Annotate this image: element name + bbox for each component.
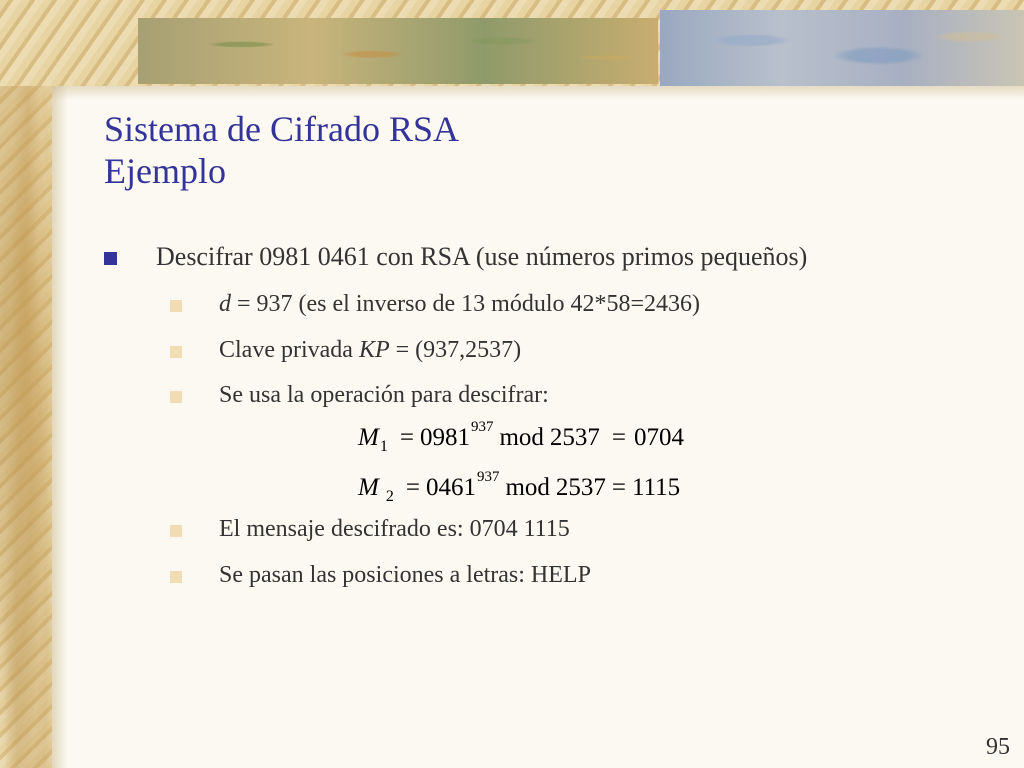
sub-bullet-text: El mensaje descifrado es: 0704 1115: [219, 516, 570, 542]
clave-prefix: Clave privada: [219, 337, 359, 363]
eq2-base: 0461: [425, 474, 476, 501]
square-bullet-icon: [170, 391, 182, 403]
eq2-result: 1115: [632, 474, 681, 501]
equation-m2: [358, 469, 681, 505]
eq2-exponent: 937: [476, 469, 500, 485]
eq1-var: M: [358, 424, 379, 451]
left-texture-decoration: [0, 0, 52, 768]
top-leaves-decoration: [138, 18, 658, 84]
eq2-equals-2: =: [611, 474, 626, 501]
top-shade-decoration: [52, 86, 1024, 100]
eq1-equals-2: =: [611, 424, 626, 451]
eq1-mod: mod: [499, 424, 544, 451]
slide-title: [104, 108, 459, 192]
sub-bullet-text: [219, 291, 700, 318]
top-blue-decoration: [660, 10, 1024, 86]
sub-bullet-text: Se pasan las posiciones a letras: HELP: [219, 562, 591, 588]
eq1-base: 0981: [419, 424, 470, 451]
kp-variable: KP: [358, 337, 390, 363]
equation-m1: [358, 419, 684, 455]
eq1-result: 0704: [634, 424, 684, 451]
square-bullet-icon: [170, 346, 182, 358]
eq1-modulus: 2537: [549, 424, 600, 451]
square-bullet-icon: [170, 571, 182, 583]
eq1-equals: =: [399, 424, 414, 451]
sub-bullet-text: Se usa la operación para descifrar:: [219, 382, 549, 408]
eq2-equals: =: [405, 474, 420, 501]
eq2-modulus: 2537: [555, 474, 606, 501]
d-variable: d: [219, 291, 231, 317]
eq2-sub: 2: [385, 488, 394, 505]
page-number: 95: [986, 734, 1010, 760]
square-bullet-icon: [170, 300, 182, 312]
left-shade-decoration: [52, 0, 68, 768]
eq1-exponent: 937: [470, 419, 494, 435]
title-line-2: Ejemplo: [104, 151, 226, 191]
eq2-var: M: [358, 474, 379, 501]
square-bullet-icon: [170, 525, 182, 537]
sub-bullet-text: [219, 337, 521, 364]
square-bullet-icon: [104, 252, 117, 265]
clave-value: = (937,2537): [389, 337, 522, 363]
eq1-sub: 1: [379, 438, 388, 455]
eq2-mod: mod: [505, 474, 550, 501]
title-line-1: Sistema de Cifrado RSA: [104, 109, 459, 149]
main-bullet-text: Descifrar 0981 0461 con RSA (use números primos pequeños): [156, 242, 808, 271]
d-description: = 937 (es el inverso de 13 módulo 42*58=2436): [231, 291, 701, 317]
